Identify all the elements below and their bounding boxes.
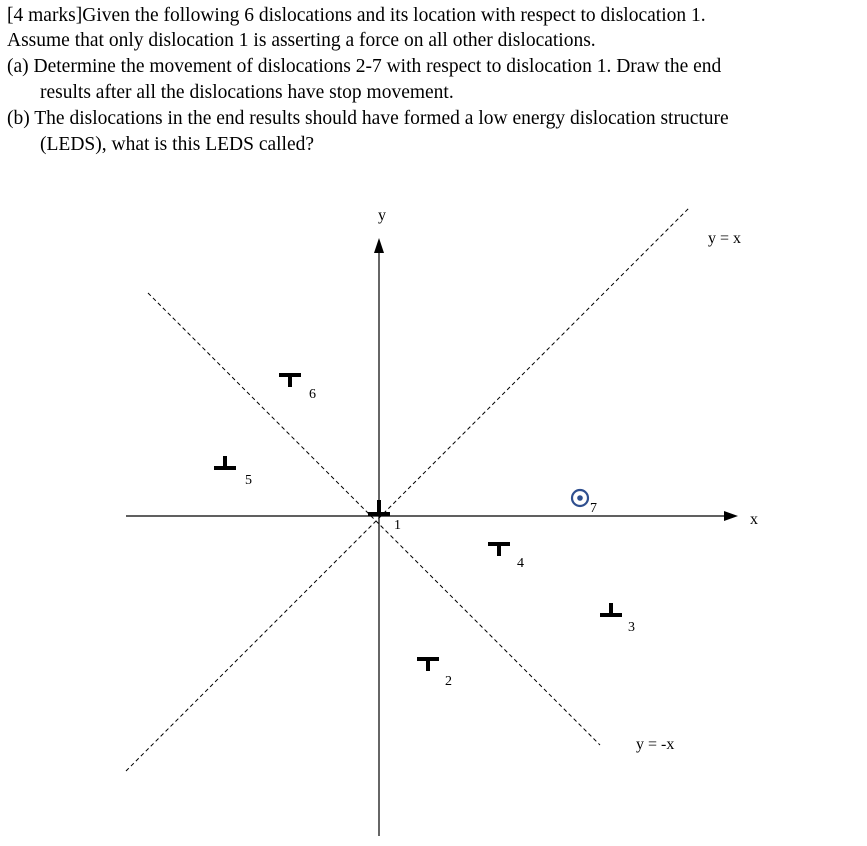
dislocation-7 (572, 490, 597, 516)
dislocation-5-label: 5 (245, 473, 252, 488)
question-line-2: Assume that only dislocation 1 is asserting a force on all other dislocations. (7, 30, 596, 51)
dislocation-2-label: 2 (445, 674, 452, 689)
dislocation-4-label: 4 (517, 556, 524, 571)
dislocation-5 (214, 456, 252, 488)
part-a-line-2: results after all the dislocations have stop movement. (40, 82, 454, 103)
dislocation-1-label: 1 (394, 518, 401, 533)
line-y-equals-x (126, 207, 690, 771)
x-axis-label: x (750, 511, 758, 528)
line-y-equals-neg-x (148, 293, 600, 745)
dislocation-2 (417, 657, 452, 689)
part-b-line-1: (b) The dislocations in the end results should have formed a low energy dislocation structure (7, 108, 729, 129)
dislocation-3 (600, 603, 635, 635)
dislocation-6-label: 6 (309, 387, 316, 402)
dislocation-3-label: 3 (628, 620, 635, 635)
part-a-line-1: (a) Determine the movement of dislocations 2-7 with respect to dislocation 1. Draw the end (7, 56, 722, 77)
question-line-1: [4 marks]Given the following 6 dislocations and its location with respect to dislocation 1. (7, 5, 706, 26)
y-axis-label: y (378, 207, 386, 224)
line-y-equals-neg-x-label: y = -x (636, 736, 675, 753)
y-axis-arrow-icon (374, 238, 384, 253)
dislocation-4 (488, 542, 524, 571)
dislocation-6 (279, 373, 316, 402)
dislocation-7-label: 7 (590, 501, 597, 516)
x-axis-arrow-icon (724, 511, 738, 521)
part-b-line-2: (LEDS), what is this LEDS called? (40, 134, 315, 155)
line-y-equals-x-label: y = x (708, 230, 742, 247)
